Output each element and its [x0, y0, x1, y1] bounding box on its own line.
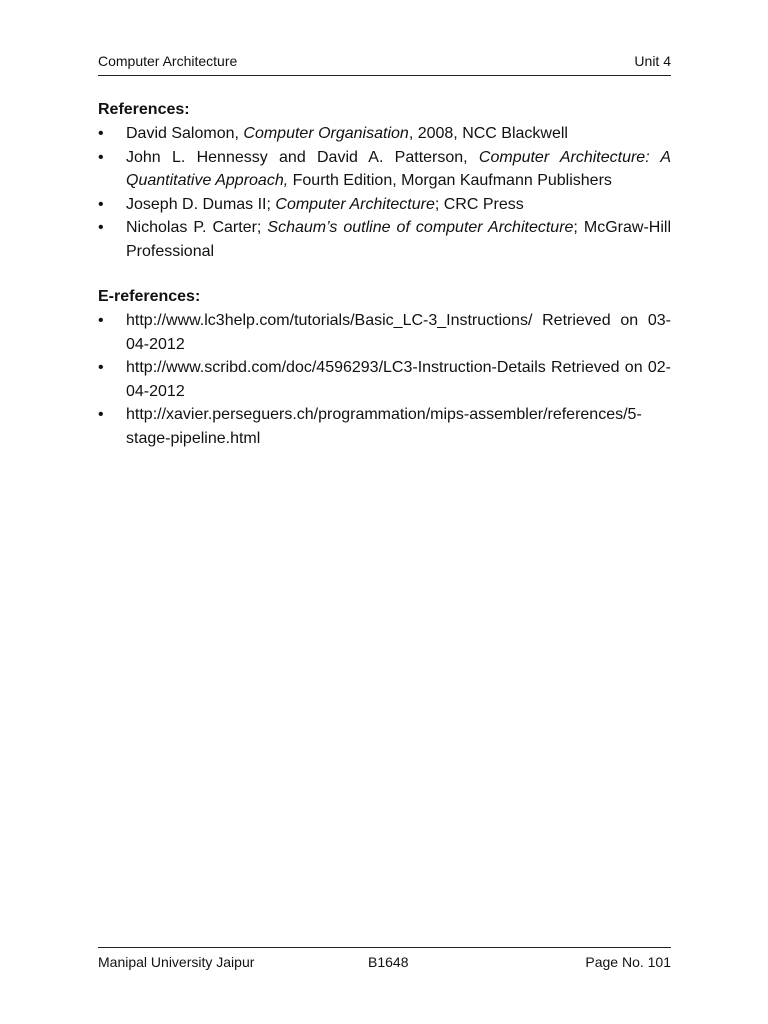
reference-text: Joseph D. Dumas II;: [126, 195, 276, 213]
reference-item: [98, 193, 671, 217]
page-content: [98, 98, 671, 450]
reference-text: , 2008, NCC Blackwell: [408, 125, 568, 142]
page-header: [98, 53, 671, 76]
e-reference-item: [98, 403, 671, 450]
header-course-title: Computer Architecture: [98, 53, 238, 69]
section-spacer: [98, 263, 671, 285]
e-reference-text: http://www.scribd.com/doc/4596293/LC3-Instruction-Details Retrieved on 02-04-2012: [126, 359, 671, 400]
reference-text: Nicholas P. Carter;: [126, 219, 268, 236]
footer-page-number: Page No. 101: [585, 954, 671, 970]
bullet-icon: •: [98, 359, 104, 376]
bullet-icon: •: [98, 125, 104, 142]
e-reference-item: [98, 356, 671, 403]
reference-text: ; McGraw-Hill Professional: [126, 219, 671, 260]
reference-text: ; CRC Press: [434, 195, 524, 213]
bullet-icon: •: [98, 406, 104, 423]
e-references-heading: E-references:: [98, 288, 201, 305]
header-unit-label: Unit 4: [634, 53, 671, 69]
reference-text: Fourth Edition, Morgan Kaufmann Publishers: [288, 172, 612, 189]
reference-item: [98, 146, 671, 193]
reference-title: Computer Organisation: [243, 125, 409, 142]
bullet-icon: •: [98, 195, 104, 213]
bullet-icon: •: [98, 219, 104, 236]
reference-text: John L. Hennessy and David A. Patterson,: [126, 148, 479, 166]
reference-text: David Salomon,: [126, 125, 244, 142]
references-list: [98, 122, 671, 263]
reference-title: Schaum’s outline of computer Architecture: [267, 219, 574, 236]
e-reference-text: http://xavier.perseguers.ch/programmation/mips-assembler/references/5-stage-pipeline.html: [126, 406, 642, 447]
bullet-icon: •: [98, 148, 104, 166]
e-reference-item: [98, 309, 671, 356]
footer-university: Manipal University Jaipur: [98, 954, 255, 970]
footer-course-code: B1648: [368, 954, 409, 970]
reference-title: Computer Architecture: A Quantitative Approach,: [126, 148, 672, 189]
page-footer: [98, 947, 671, 972]
reference-item: [98, 122, 671, 146]
e-reference-text: http://www.lc3help.com/tutorials/Basic_LC-3_Instructions/ Retrieved on 03-04-2012: [126, 312, 671, 353]
references-heading: References:: [98, 101, 190, 118]
bullet-icon: •: [98, 312, 104, 329]
reference-title: Computer Architecture: [275, 195, 435, 213]
reference-item: [98, 216, 671, 263]
e-references-list: [98, 309, 671, 450]
